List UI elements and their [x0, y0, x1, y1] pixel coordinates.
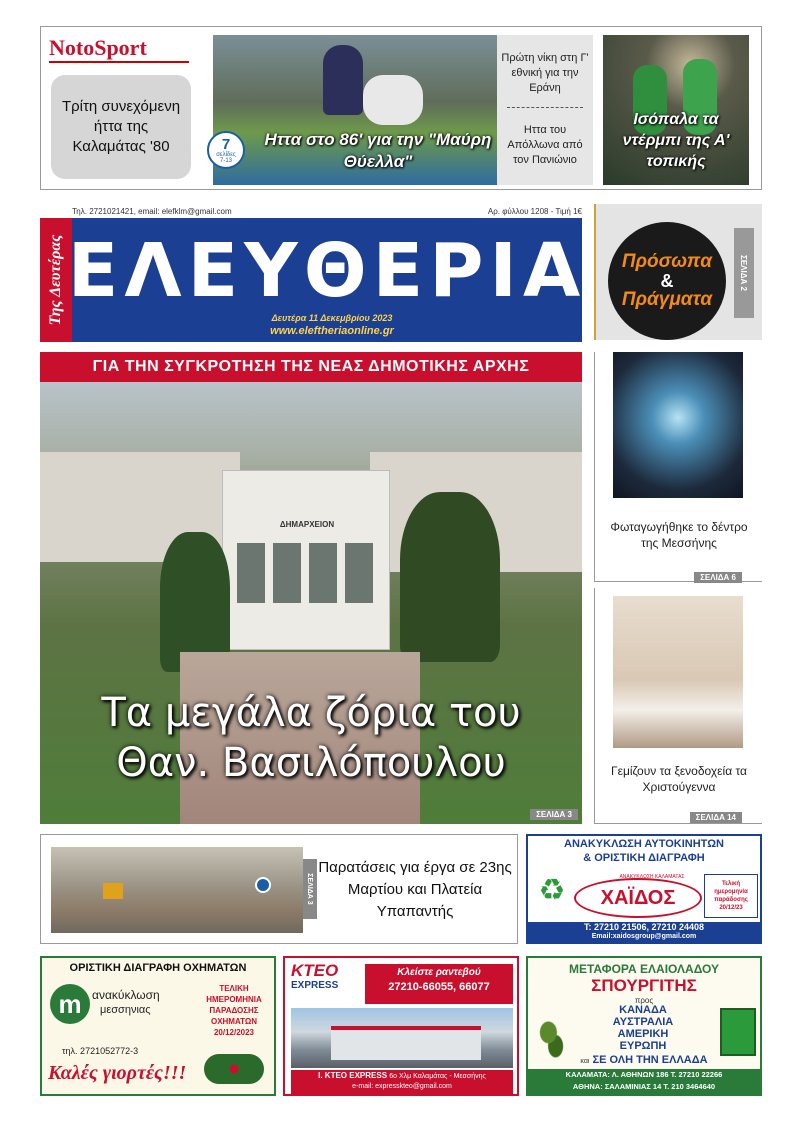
- works-text: Παρατάσεις για έργα σε 23ης Μαρτίου και Πλατεία Υπαπαντής: [318, 859, 512, 920]
- kteo-footer: [291, 1070, 513, 1094]
- trees-left: [160, 532, 230, 672]
- building-windows: [237, 543, 377, 603]
- main-headline: Τα μεγάλα ζόρια του Θαν. Βασιλόπουλου: [101, 690, 521, 786]
- ad-xaidos[interactable]: [526, 834, 762, 944]
- notosport-brand: NotoSport: [49, 35, 147, 60]
- lead-story-box[interactable]: [51, 75, 191, 179]
- kteo-address-name: I. KTEO EXPRESS: [318, 1071, 388, 1080]
- messinia-deadline: ΤΕΛΙΚΗ ΗΜΕΡΟΜΗΝΙΑ ΠΑΡΑΔΟΣΗΣ ΟΧΗΜΑΤΩΝ 20/12/2023: [206, 983, 262, 1037]
- promo-line-2: Πράγματα: [621, 289, 713, 311]
- messinia-logo-mark: m: [50, 984, 90, 1024]
- news-item-2[interactable]: Ηττα του Απόλλωνα από τον Πανιώνιο: [507, 123, 583, 166]
- messinia-brand-2: μεσσηνιας: [100, 1004, 151, 1016]
- road-sign: [255, 877, 271, 893]
- olive-kai: και: [580, 1058, 590, 1065]
- works-story[interactable]: [40, 834, 518, 944]
- xaidos-title-1: ΑΝΑΚΥΚΛΩΣΗ ΑΥΤΟΚΙΝΗΤΩΝ: [564, 838, 724, 850]
- player-1: [323, 45, 363, 115]
- olive-address-bar: [528, 1069, 760, 1094]
- olive-greece: ΣΕ ΟΛΗ ΤΗΝ ΕΛΛΑΔΑ: [592, 1054, 708, 1066]
- kteo-phones: 27210-66055, 66077: [388, 981, 490, 993]
- promo-page-ref: ΣΕΛΙΔΑ 2: [734, 228, 754, 318]
- kteo-logo-bottom: EXPRESS: [291, 980, 339, 991]
- news-item-1[interactable]: Πρώτη νίκη στη Γ' εθνική για την Εράνη: [501, 51, 589, 94]
- kteo-email: e-mail: expresskteo@gmail.com: [352, 1083, 452, 1090]
- olive-addr-1: ΚΑΛΑΜΑΤΑ: Λ. ΑΘΗΝΩΝ 186 Τ. 27210 22266: [565, 1070, 723, 1079]
- xaidos-small: ΑΝΑΚΥΚΛΩΣΗ ΚΑΛΑΜΑΤΑΣ: [619, 874, 685, 880]
- pages-badge-label: σελίδες: [216, 151, 236, 158]
- olive-brand: ΣΠΟΥΡΓΙΤΗΣ: [591, 976, 697, 995]
- olive-pros: προς: [634, 996, 654, 1005]
- main-photo[interactable]: [40, 382, 582, 824]
- promo-box[interactable]: [594, 204, 762, 340]
- side-story-hotels[interactable]: [594, 588, 762, 824]
- olive-destinations: [568, 1004, 718, 1052]
- kteo-logo: ΚΤΕΟ EXPRESS: [291, 962, 361, 1002]
- kteo-cta-box: [365, 964, 513, 1004]
- kteo-building: [331, 1026, 481, 1060]
- messinia-phone: τηλ. 2721052772-3: [62, 1046, 139, 1056]
- masthead-date: Δευτέρα 11 Δεκεμβρίου 2023: [271, 313, 393, 323]
- xaidos-email: Email:xaidosgroup@gmail.com: [591, 933, 697, 940]
- trees-right: [400, 492, 500, 662]
- promo-amp: &: [660, 270, 674, 291]
- olive-tin-icon: [720, 1008, 756, 1056]
- olive-greece-line: [528, 1054, 760, 1066]
- tree-page-ref: ΣΕΛΙΔΑ 6: [694, 572, 742, 583]
- masthead-title: ΕΛΕΥΘΕΡΙΑ: [67, 228, 587, 314]
- promo-line-1: Πρόσωπα: [621, 250, 713, 272]
- dest-0: ΚΑΝΑΔΑ: [619, 1004, 667, 1016]
- side-story-tree[interactable]: [594, 352, 762, 582]
- works-photo: [51, 847, 303, 933]
- sports-strip: [40, 26, 762, 190]
- notosport-logo: [49, 35, 189, 63]
- news-column: [497, 35, 593, 185]
- messinia-title: ΟΡΙΣΤΙΚΗ ΔΙΑΓΡΑΦΗ ΟΧΗΜΑΤΩΝ: [69, 962, 247, 974]
- pages-badge-range: 7-13: [219, 157, 232, 164]
- photo-headline: Ηττα στο 86' για την "Μαύρη Θύελλα": [264, 130, 492, 171]
- masthead-banner: [67, 218, 587, 342]
- local-football-photo[interactable]: [603, 35, 749, 185]
- building-sign: ΔΗΜΑΡΧΕΙΟΝ: [279, 519, 335, 529]
- pages-badge-number: 7: [221, 135, 231, 153]
- right-headline: Ισόπαλα τα ντέρμπι της Α' τοπικής: [622, 110, 730, 170]
- dest-2: ΑΜΕΡΙΚΗ: [617, 1028, 669, 1040]
- hotel-caption: Γεμίζουν τα ξενοδοχεία τα Χριστούγεννα: [611, 764, 747, 794]
- kteo-cta: Κλείστε ραντεβού: [397, 967, 481, 978]
- works-page-ref: ΣΕΛΙΔΑ 3: [303, 859, 317, 919]
- hotel-photo: [613, 596, 743, 748]
- christmas-wreath-icon: [204, 1054, 264, 1084]
- kteo-address: 6ο Χλμ Καλαμάτας - Μεσσήνης: [389, 1073, 486, 1080]
- olive-title: ΜΕΤΑΦΟΡΑ ΕΛΑΙΟΛΑΔΟΥ: [568, 962, 720, 976]
- main-page-ref: ΣΕΛΙΔΑ 3: [530, 809, 578, 820]
- masthead-issue: Αρ. φύλλου 1208 - Τιμή 1€: [487, 207, 582, 216]
- pages-badge: [207, 131, 245, 169]
- excavator: [103, 883, 123, 899]
- masthead-contact: Τηλ. 2721021421, email: elefklm@gmail.com: [72, 207, 232, 216]
- ad-kteo[interactable]: [283, 956, 519, 1096]
- xaidos-title-2: & ΟΡΙΣΤΙΚΗ ΔΙΑΓΡΑΦΗ: [583, 852, 705, 864]
- ad-messinia-recycling[interactable]: [40, 956, 276, 1096]
- kteo-building-photo: [291, 1008, 513, 1068]
- messinia-brand-1: ανακύκλωση: [92, 988, 160, 1002]
- promo-circle: [608, 222, 726, 340]
- olive-addr-2: ΑΘΗΝΑ: ΣΑΛΑΜΙΝΙΑΣ 14 Τ. 210 3464640: [572, 1082, 716, 1091]
- football-photo[interactable]: [213, 35, 505, 185]
- tree-photo: [613, 352, 743, 498]
- news-divider: [507, 107, 583, 108]
- town-hall-building: [222, 470, 390, 650]
- dest-3: ΕΥΡΩΠΗ: [619, 1040, 667, 1052]
- dest-1: ΑΥΣΤΡΑΛΙΑ: [612, 1016, 674, 1028]
- xaidos-logo: ΧΑΪΔΟΣ: [574, 878, 702, 918]
- xaidos-phones: Τ: 27210 21506, 27210 24408 Email:xaidosgroup@gmail.com: [528, 922, 760, 942]
- xaidos-deadline: Τελική ημερομηνία παράδοσης 20/12/23: [704, 874, 758, 918]
- recycle-icon: ♻: [538, 873, 566, 907]
- hotel-page-ref: ΣΕΛΙΔΑ 14: [690, 812, 742, 823]
- masthead-website[interactable]: www.eleftheriaonline.gr: [270, 325, 394, 337]
- tree-caption: Φωταγωγήθηκε το δέντρο της Μεσσήνης: [610, 520, 748, 550]
- messinia-greeting: Καλές γιορτές!!!: [48, 1062, 187, 1084]
- ad-olive-oil[interactable]: [526, 956, 762, 1096]
- lead-story-text: Τρίτη συνεχόμενη ήττα της Καλαμάτας '80: [61, 98, 181, 155]
- side-label-text: Της Δευτέρας: [47, 234, 64, 326]
- player-2: [363, 75, 423, 125]
- main-banner: ΓΙΑ ΤΗΝ ΣΥΓΚΡΟΤΗΣΗ ΤΗΣ ΝΕΑΣ ΔΗΜΟΤΙΚΗΣ ΑΡΧΗΣ: [40, 352, 582, 382]
